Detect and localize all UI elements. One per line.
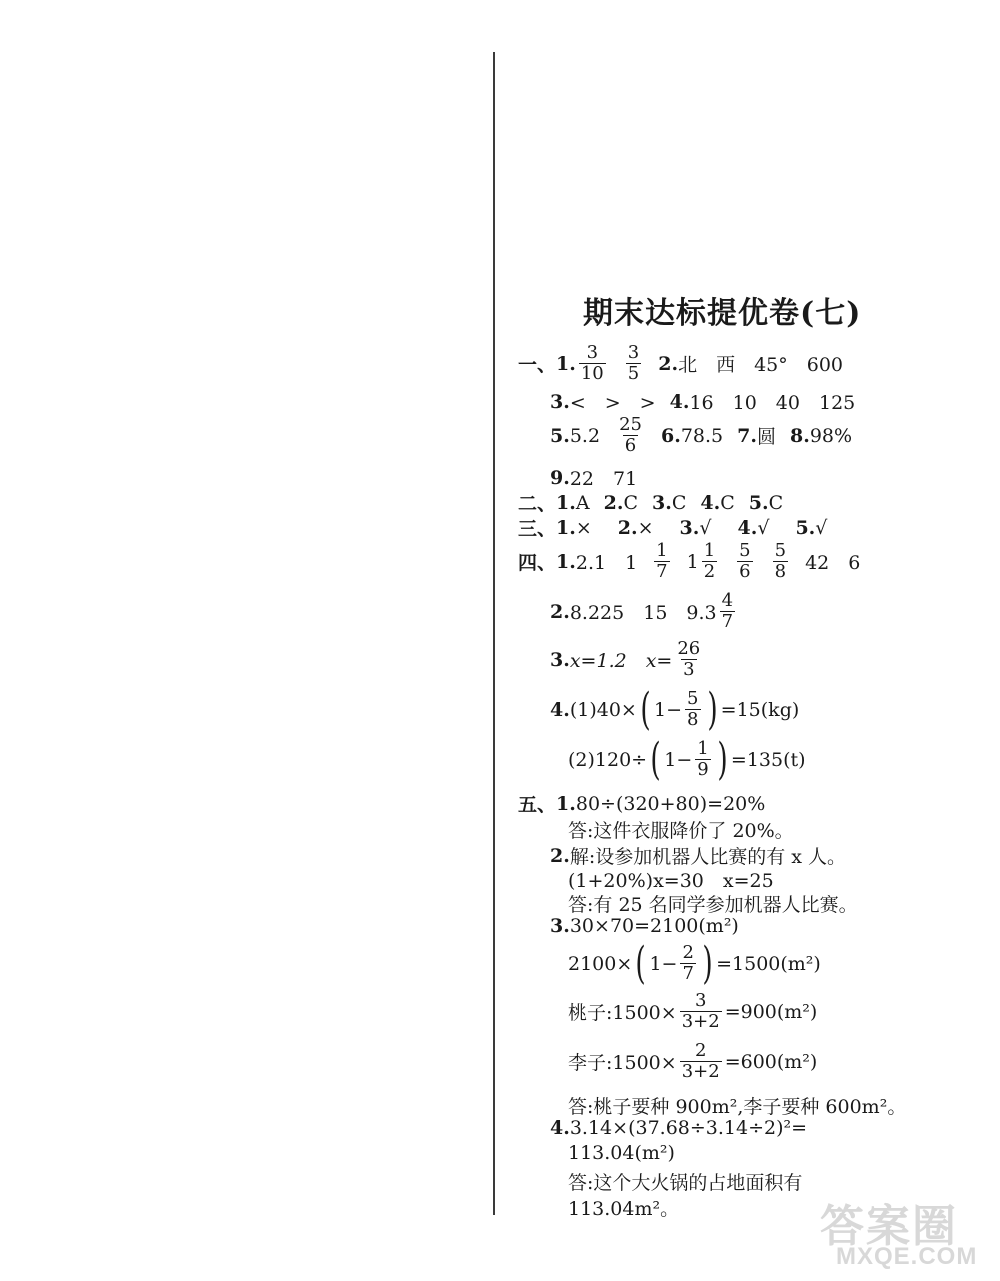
fraction: $\frac{5}{6}$ xyxy=(739,540,751,582)
watermark-logo: 答案圈 xyxy=(820,1201,958,1252)
item-num: 5. xyxy=(550,424,570,447)
item-num: 5. xyxy=(748,491,769,514)
item-num: 9. xyxy=(550,466,570,489)
fraction: $\frac{2}{3+2}$ xyxy=(681,1040,720,1082)
answer-text: 3.14×(37.68÷3.14÷2)²= xyxy=(569,1117,808,1139)
s5-line12 xyxy=(568,1142,675,1164)
left-paren: ( xyxy=(635,938,647,989)
left-paren: ( xyxy=(640,684,651,735)
answer-text: =900(m²) xyxy=(724,1000,818,1023)
item-num: 3. xyxy=(679,516,700,539)
s5-line10 xyxy=(568,1092,906,1119)
answer-text: 答:有 25 名同学参加机器人比赛。 xyxy=(568,894,858,916)
s5-line7 xyxy=(568,938,821,989)
answer-text: 答:这个大火锅的占地面积有 xyxy=(568,1172,803,1194)
answer-text: 北 西 45° 600 xyxy=(678,354,844,377)
item-num: 4. xyxy=(550,699,570,721)
fraction: $\frac{1}{7}$ xyxy=(656,540,668,582)
item-num: 3. xyxy=(550,390,570,413)
answer-text: 8.225 15 9.3 xyxy=(569,602,717,625)
item-num: 2. xyxy=(550,600,570,623)
s5-line13 xyxy=(568,1168,802,1195)
fraction: $\frac{4}{7}$ xyxy=(721,590,734,632)
left-paren: ( xyxy=(650,734,661,785)
fraction: $\frac{1}{9}$ xyxy=(697,738,709,780)
s4-row5 xyxy=(568,734,806,785)
watermark-url: MXQE.COM xyxy=(836,1243,978,1270)
s4-row3 xyxy=(550,640,705,680)
answer-text: C xyxy=(720,491,735,514)
item-num: 6. xyxy=(660,424,681,447)
answer-text: x=1.2 x= xyxy=(569,650,673,673)
answer-text: 1− xyxy=(649,953,678,975)
answer-text: 桃子:1500× xyxy=(568,1002,677,1025)
fraction: $\frac{5}{8}$ xyxy=(687,688,699,730)
answer-text: × xyxy=(637,516,654,539)
item-num: 3. xyxy=(550,648,570,671)
s5-line9 xyxy=(568,1042,817,1082)
fraction: $\frac{26}{3}$ xyxy=(677,638,701,680)
answer-text: 圆 xyxy=(756,426,776,449)
item-num: 4. xyxy=(700,491,721,514)
answer-text: 42 6 xyxy=(805,552,861,575)
answer-text: 78.5 xyxy=(680,424,724,447)
item-num: 5. xyxy=(795,516,816,539)
answer-text: =1500(m²) xyxy=(716,953,821,975)
answer-text: 30×70=2100(m²) xyxy=(569,915,739,937)
right-paren: ) xyxy=(702,938,713,989)
answer-text: √ xyxy=(699,516,712,539)
answer-text: 1− xyxy=(654,699,683,721)
right-paren: ) xyxy=(717,734,728,785)
fraction: $\frac{3}{5}$ xyxy=(627,342,640,384)
right-paren: ) xyxy=(706,684,718,735)
answer-text: C xyxy=(671,491,687,514)
answer-text: (2)120÷ xyxy=(568,749,648,771)
s5-line1 xyxy=(518,790,765,817)
item-num: 3. xyxy=(550,915,570,937)
item-num: 8. xyxy=(789,424,810,447)
answer-text: =15(kg) xyxy=(720,699,800,721)
fraction: $\frac{25}{6}$ xyxy=(619,414,642,456)
answer-text: 22 71 xyxy=(569,468,638,490)
item-num: 7. xyxy=(737,424,757,447)
s5-prefix: 五、 xyxy=(518,794,557,816)
item-num: 4. xyxy=(550,1117,570,1139)
s2-row xyxy=(518,489,783,516)
answer-text: 答:这件衣服降价了 20%。 xyxy=(568,820,794,842)
fraction: $\frac{1}{2}$ xyxy=(703,540,716,582)
column-divider xyxy=(493,52,495,1215)
s5-line8 xyxy=(568,992,817,1032)
s4-prefix: 四、 xyxy=(518,552,557,575)
answer-text: < > > xyxy=(569,392,656,414)
s5-line14 xyxy=(568,1194,679,1221)
answer-text: C xyxy=(623,491,638,514)
answer-text: 李子:1500× xyxy=(568,1052,677,1075)
fraction: $\frac{2}{7}$ xyxy=(682,942,694,984)
answer-text: =600(m²) xyxy=(724,1050,818,1073)
answer-text: × xyxy=(575,516,592,539)
s4-row2 xyxy=(550,592,738,632)
item-num: 1. xyxy=(556,491,576,514)
item-num: 1. xyxy=(556,550,576,573)
answer-text: 解:设参加机器人比赛的有 x 人。 xyxy=(569,846,847,868)
answer-text: 5.2 xyxy=(569,424,601,447)
item-num: 3. xyxy=(651,491,672,514)
s5-line5 xyxy=(568,890,858,917)
s1-row3 xyxy=(550,416,852,456)
item-num: 1. xyxy=(556,792,576,815)
s3-prefix: 三、 xyxy=(518,518,557,540)
answer-text: 1 xyxy=(686,550,699,573)
item-num: 1. xyxy=(556,352,576,375)
answer-text: 1− xyxy=(664,749,693,771)
answer-text: 2.1 1 xyxy=(575,552,638,575)
s5-line6 xyxy=(550,915,739,937)
answer-text: 98% xyxy=(809,424,853,447)
s2-prefix: 二、 xyxy=(518,493,557,515)
s5-line2 xyxy=(568,816,794,843)
s1-prefix: 一、 xyxy=(518,354,557,377)
answer-text: C xyxy=(768,491,784,514)
answer-text: 2100× xyxy=(568,953,633,975)
item-num: 2. xyxy=(617,516,638,539)
fraction: $\frac{5}{8}$ xyxy=(774,540,787,582)
page-title: 期末达标提优卷(七) xyxy=(583,296,862,331)
s5-line3 xyxy=(550,842,846,869)
answer-text: 80÷(320+80)=20% xyxy=(575,792,766,815)
answer-text: 答:桃子要种 900m²,李子要种 600m²。 xyxy=(568,1096,907,1118)
answer-text: (1+20%)x=30 x=25 xyxy=(568,870,774,892)
fraction: $\frac{3}{3+2}$ xyxy=(681,990,720,1032)
answer-text: 113.04m²。 xyxy=(568,1198,680,1220)
item-num: 4. xyxy=(669,390,690,413)
s1-row2 xyxy=(550,388,855,415)
answer-text: (1)40× xyxy=(569,699,637,721)
answer-text: 113.04(m²) xyxy=(568,1142,675,1164)
answer-text: √ xyxy=(757,516,770,539)
item-num: 4. xyxy=(737,516,758,539)
s4-row1 xyxy=(518,542,860,582)
s3-row xyxy=(518,514,827,541)
item-num: 2. xyxy=(603,491,624,514)
s5-line4 xyxy=(568,866,774,893)
item-num: 1. xyxy=(556,516,576,539)
answer-text: =135(t) xyxy=(730,749,806,771)
answer-text: 16 10 40 125 xyxy=(689,392,856,414)
s1-row4 xyxy=(550,464,637,491)
fraction: $\frac{3}{10}$ xyxy=(580,342,604,384)
item-num: 2. xyxy=(658,352,679,375)
s4-row4 xyxy=(550,684,800,735)
answer-text: √ xyxy=(815,516,828,539)
item-num: 2. xyxy=(550,844,570,867)
s1-row1 xyxy=(518,344,843,384)
s5-line11 xyxy=(550,1117,807,1139)
answer-text: A xyxy=(575,491,590,514)
